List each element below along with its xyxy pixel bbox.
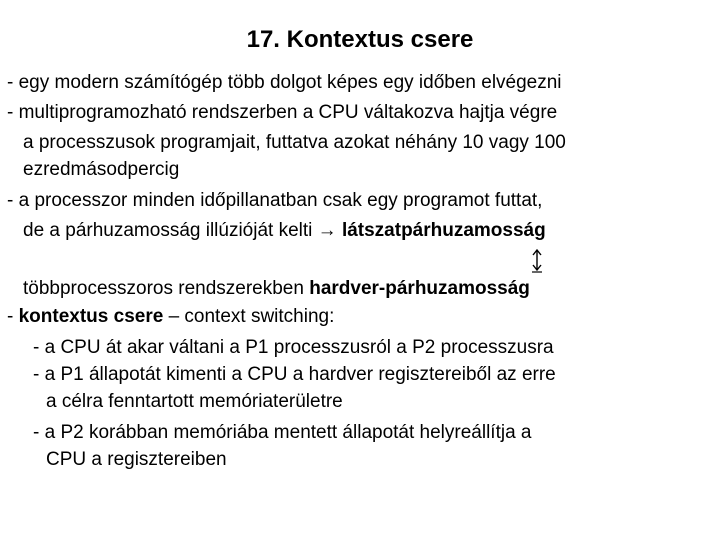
keyword-hardver-parhuzamossag: hardver-párhuzamosság (309, 278, 530, 299)
slide-title: 17. Kontextus csere (246, 26, 474, 53)
text-line-8-dash: - (7, 306, 19, 327)
text-line-6-normal: de a párhuzamosság illúzióját kelti → (23, 220, 342, 241)
text-line-5: - a processzor minden időpillanatban csak egy programot futtat, (7, 190, 543, 211)
text-line-9: - a CPU át akar váltani a P1 processzusról a P2 processzusra (33, 337, 554, 358)
up-down-arrow-icon (530, 247, 544, 273)
text-line-7 (23, 278, 530, 300)
text-line-2: - multiprogramozható rendszerben a CPU váltakozva hajtja végre (7, 102, 558, 123)
text-line-7-normal: többprocesszoros rendszerekben (23, 278, 310, 299)
keyword-kontextus-csere: kontextus csere (18, 306, 164, 327)
text-line-10: - a P1 állapotát kimenti a CPU a hardver regisztereiből az erre (33, 364, 556, 385)
text-line-12: - a P2 korábban memóriába mentett állapotát helyreállítja a (33, 422, 532, 443)
text-line-1: - egy modern számítógép több dolgot képes egy időben elvégezni (7, 72, 562, 93)
text-line-6 (23, 220, 546, 242)
text-line-8-normal: – context switching: (163, 306, 335, 327)
text-line-3: a processzusok programjait, futtatva azokat néhány 10 vagy 100 (23, 132, 566, 153)
text-line-11: a célra fenntartott memóriaterületre (46, 391, 343, 412)
keyword-latszatparhuzamossag: látszatpárhuzamosság (341, 220, 546, 241)
text-line-8 (7, 306, 334, 328)
text-line-4: ezredmásodpercig (23, 159, 180, 180)
text-line-13: CPU a regisztereiben (46, 449, 227, 470)
